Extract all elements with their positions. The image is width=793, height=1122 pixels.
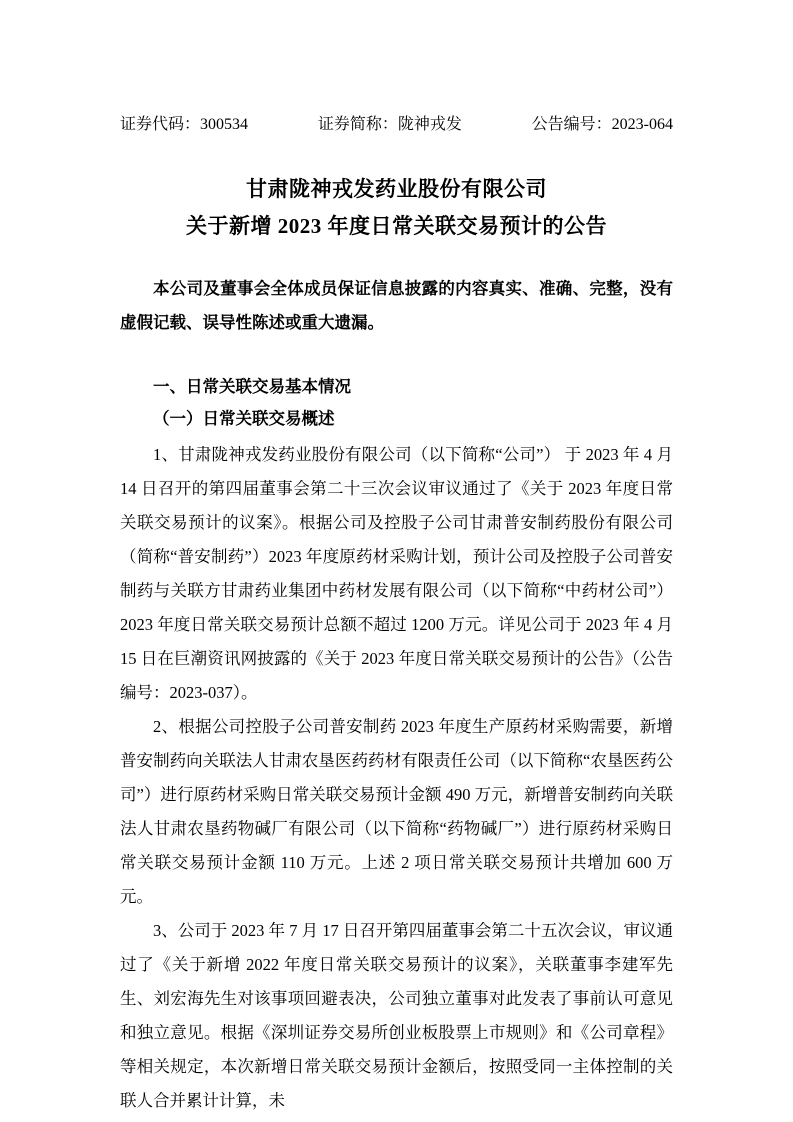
section-heading-basic-situation: 一、日常关联交易基本情况 <box>153 378 351 396</box>
paragraph-3: 3、公司于 2023 年 7 月 17 日召开第四届董事会第二十五次会议，审议通过了《关于新增 2022 年度日常关联交易预计的议案》，关联董事李建军先生、刘宏海先生对该事项回避表决，公司独立董事对此发表了事前认可意见和独立意见。根据《深圳证券交易所创业板股票上市规则》和《公司章程》等相关规定，本次新增日常关联交易预计金额后，按照受同一主体控制的关联人合并累计计算，未 <box>120 921 673 1110</box>
doc-title <box>120 171 673 245</box>
paragraph-2: 2、根据公司控股子公司普安制药 2023 年度生产原药材采购需要，新增普安制药向关联法人甘肃农垦医药药材有限责任公司（以下简称“农垦医药公司”）进行原药材采购日常关联交易预计金额 490 万元，新增普安制药向关联法人甘肃农垦药物碱厂有限公司（以下简称“药物碱厂”）进行原药材采购日常关联交易预计金额 110 万元。上述 2 项日常关联交易预计共增加 600 万元。 <box>120 717 673 906</box>
stock-abbreviation: 证券简称：陇神戎发 <box>317 116 462 133</box>
subsection-heading-overview: （一）日常关联交易概述 <box>153 410 335 428</box>
truthfulness-declaration: 本公司及董事会全体成员保证信息披露的内容真实、准确、完整，没有虚假记载、误导性陈述或重大遗漏。 <box>120 279 673 332</box>
announcement-subject-title: 关于新增 2023 年度日常关联交易预计的公告 <box>186 214 607 238</box>
company-name-title: 甘肃陇神戎发药业股份有限公司 <box>246 177 547 201</box>
stock-code: 证券代码：300534 <box>120 116 249 133</box>
doc-header <box>120 115 673 135</box>
announcement-number: 公告编号：2023-064 <box>531 116 673 133</box>
paragraph-1: 1、甘肃陇神戎发药业股份有限公司（以下简称“公司”） 于 2023 年 4 月 14 日召开的第四届董事会第二十三次会议审议通过了《关于 2023 年度日常关联交易预计的议案》。根据公司及控股子公司甘肃普安制药股份有限公司（简称“普安制药”）2023 年度原药材采购计划，预计公司及控股子公司普安制药与关联方甘肃药业集团中药材发展有限公司（以下简称“中药材公司”）2023 年度日常关联交易预计总额不超过 1200 万元。详见公司于 2023 年 4 月 15 日在巨潮资讯网披露的《关于 2023 年度日常关联交易预计的公告》（公告编号：2023-037）。 <box>120 445 673 702</box>
